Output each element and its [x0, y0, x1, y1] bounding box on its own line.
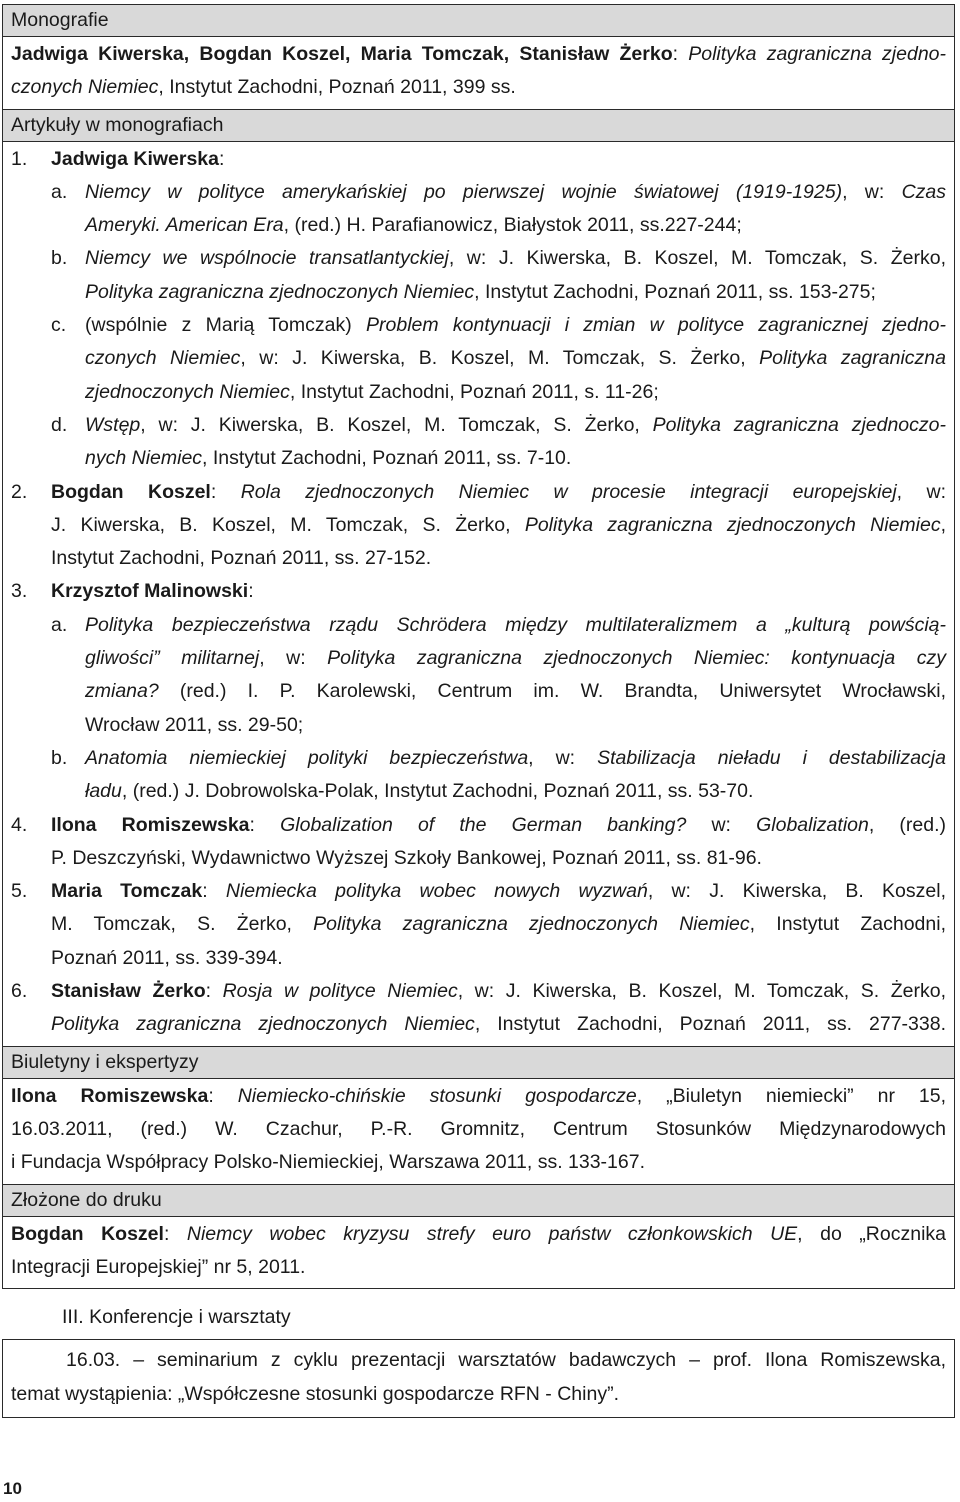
list-item: 1. Jadwiga Kiwerska:: [11, 147, 225, 170]
section-header-monografie: Monografie: [3, 5, 954, 37]
zlozone-entry: Bogdan Koszel: Niemcy wobec kryzysu strefy euro państw członkowskich UE, do „Rocznika Integracji Europejskiej” nr 5, 2011.: [11, 1222, 947, 1278]
sub-item: b. Niemcy we wspólnocie transatlantyckiej, w: J. Kiwerska, B. Koszel, M. Tomczak, S. Żerko,: [51, 247, 946, 270]
entry-title: Polityka zagraniczna zjedno-: [688, 43, 947, 65]
list-item: 2. Bogdan Koszel: Rola zjednoczonych Niemiec w procesie integracji europejskiej, w:: [11, 480, 946, 503]
entry-author: Bogdan Koszel: [11, 1222, 164, 1245]
sub-item: b. Anatomia niemieckiej polityki bezpieczeństwa, w: Stabilizacja nieładu i destabilizacja: [51, 746, 946, 769]
list-item: 6. Stanisław Żerko: Rosja w polityce Niemiec, w: J. Kiwerska, B. Koszel, M. Tomczak, S. Żerko,: [11, 980, 946, 1003]
entry-author: Stanisław Żerko: [51, 980, 206, 1003]
biuletyny-entry: Ilona Romiszewska: Niemiecko-chińskie stosunki gospodarcze, „Biuletyn niemiecki” nr 15, 16.03.2011, (red.) W. Czachur, P.-R. Gromnitz, Centrum Stosunków Międzynarodowych i Fundacja Współpracy Polsko-Niemieckiej, Warszawa 2011, ss. 133-167.: [3, 1079, 954, 1185]
entry-details: , Instytut Zachodni, Poznań 2011, 399 ss.: [158, 76, 516, 99]
entry-author: Ilona Romiszewska: [11, 1084, 209, 1107]
monografie-entry: Jadwiga Kiwerska, Bogdan Koszel, Maria Tomczak, Stanisław Żerko: Polityka zagraniczna zjedno- czonych Niemiec, Instytut Zachodni, Poznań 2011, 399 ss.: [3, 37, 954, 110]
entry-author: Ilona Romiszewska: [51, 813, 250, 836]
list-item: 3. Krzysztof Malinowski:: [11, 580, 254, 603]
entry-author: Jadwiga Kiwerska: [51, 147, 219, 170]
entry-author: Maria Tomczak: [51, 880, 203, 903]
konferencje-line: 16.03. – seminarium z cyklu prezentacji warsztatów badawczych – prof. Ilona Romiszewska,: [66, 1349, 946, 1371]
entry-author: Bogdan Koszel: [51, 480, 211, 503]
section-header-biuletyny: Biuletyny i ekspertyzy: [3, 1047, 954, 1079]
entry-author: Krzysztof Malinowski: [51, 580, 249, 603]
list-item: 4. Ilona Romiszewska: Globalization of the German banking? w: Globalization, (red.): [11, 813, 946, 836]
konferencje-line: temat wystąpienia: „Współczesne stosunki gospodarcze RFN - Chiny”.: [11, 1382, 619, 1405]
list-item: 5. Maria Tomczak: Niemiecka polityka wobec nowych wyzwań, w: J. Kiwerska, B. Koszel,: [11, 880, 946, 903]
sub-item: a. Polityka bezpieczeństwa rządu Schrödera między multilateralizmem a „kulturą powścią-: [51, 613, 946, 636]
section-title-konferencje: III. Konferencje i warsztaty: [62, 1306, 291, 1328]
section-header-zlozone: Złożone do druku: [3, 1185, 954, 1217]
artykuly-list: 1. Jadwiga Kiwerska: a. Niemcy w polityce amerykańskiej po pierwszej wojnie światowej (1919-1925), w: Czas Ameryki. American Era, (red.) H. Parafianowicz, Białystok 2011, ss.227-244; b. Niemcy we wspólnocie transatlantyckiej, w: J. Kiwerska, B. Koszel, M. Tomczak, S. Żerko, Polityka zagraniczna zjednoczonych Niemiec, Instytut Zachodni, Poznań 2011, ss. 153-275; c. (wspólnie z Marią Tomczak) Problem kontynuacji i zmian w polityce zagranicznej zjedno- czonych Niemiec, w: J. Kiwerska, B. Koszel, M. Tomczak, S. Żerko, Polityka zagraniczna zjednoczonych Niemiec, Instytut Zachodni, Poznań 2011, s. 11-26; d. Wstęp, w: J. Kiwerska, B. Koszel, M. Tomczak, S. Żerko, Polityka zagraniczna zjednoczo- nych Niemiec, Instytut Zachodni, Poznań 2011, ss. 7-10. 2. Bogdan Koszel: Rola zjednoczonych Niemiec w procesie integracji europejskiej, w: J. Kiwerska, B. Koszel, M. Tomczak, S. Żerko, Polityka zagraniczna zjednoczonych Niemiec, Instytut Zachodni, Poznań 2011, ss. 27-152. 3. Krzysztof Malinowski: a. Polityka bezpieczeństwa rządu Schrödera między multilateralizmem a „kulturą powścią- gliwości” militarnej, w: Polityka zagraniczna zjednoczonych Niemiec: kontynuacja czy zmiana? (red.) I. P. Karolewski, Centrum im. W. Brandta, Uniwersytet Wrocławski, Wrocław 2011, ss. 29-50; b. Anatomia niemieckiej polityki bezpieczeństwa, w: Stabilizacja nieładu i destabilizacja ładu, (red.) J. Dobrowolska-Polak, Instytut Zachodni, Poznań 2011, ss. 53-70. 4. Ilona Romiszewska: Globalization of the German banking? w: Globalization, (red.) P. Deszczyński, Wydawnictwo Wyższej Szkoły Bankowej, Poznań 2011, ss. 81-96. 5. Maria Tomczak: Niemiecka polityka wobec nowych wyzwań, w: J. Kiwerska, B. Koszel, M. Tomczak, S. Żerko, Polityka zagraniczna zjednoczonych Niemiec, Instytut Zachodni, Poznań 2011, ss. 339-394. 6. Stanisław Żerko: Rosja w polityce Niemiec, w: J. Kiwerska, B. Koszel, M. Tomczak, S. Żerko, Polityka zagraniczna zjednoczonych Niemiec, Instytut Zachodni, Poznań 2011, ss. 277-338.: [3, 142, 954, 1047]
entry-authors: Jadwiga Kiwerska, Bogdan Koszel, Maria Tomczak, Stanisław Żerko: [11, 43, 673, 65]
sub-item: d. Wstęp, w: J. Kiwerska, B. Koszel, M. Tomczak, S. Żerko, Polityka zagraniczna zjednoczo-: [51, 413, 946, 436]
section-header-artykuly: Artykuły w monografiach: [3, 110, 954, 142]
sub-item: a. Niemcy w polityce amerykańskiej po pierwszej wojnie światowej (1919-1925), w: Czas: [51, 180, 946, 203]
konferencje-box: [2, 1339, 955, 1418]
publications-table: [2, 4, 955, 1289]
entry-title-cont: czonych Niemiec: [11, 76, 159, 99]
sub-item: c. (wspólnie z Marią Tomczak) Problem kontynuacji i zmian w polityce zagranicznej zjedno-: [51, 314, 946, 337]
page-number: 10: [3, 1479, 22, 1498]
